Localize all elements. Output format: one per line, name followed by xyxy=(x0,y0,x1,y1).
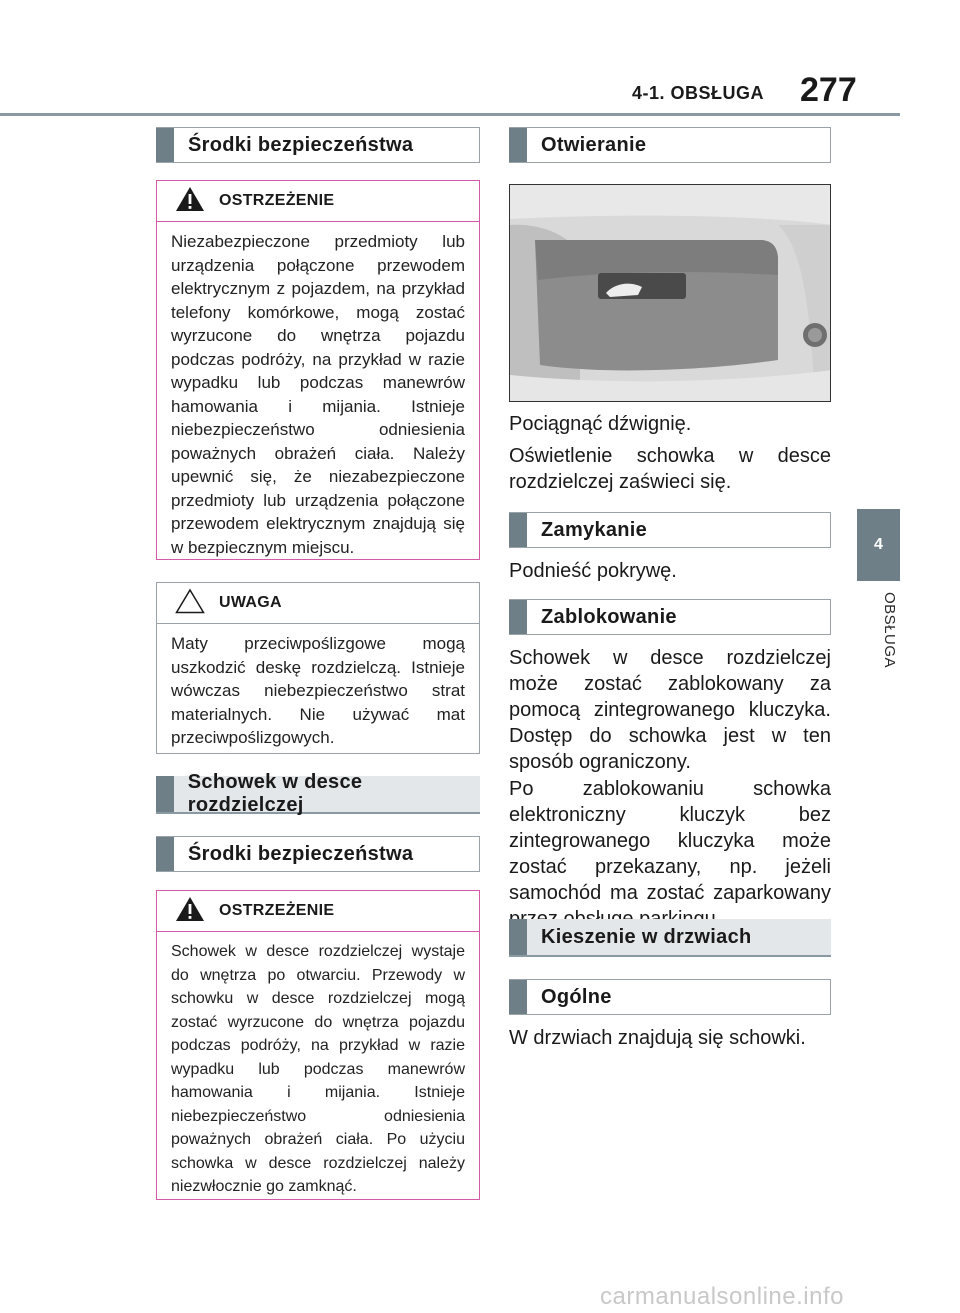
notice-title: UWAGA xyxy=(219,594,282,611)
heading-bar xyxy=(509,128,527,162)
heading-text: Ogólne xyxy=(541,985,612,1008)
watermark: carmanualsonline.info xyxy=(600,1283,844,1310)
heading-glovebox xyxy=(156,771,480,816)
heading-text: Otwieranie xyxy=(541,133,647,156)
heading-text: Kieszenie w drzwiach xyxy=(541,925,752,948)
heading-bar xyxy=(156,128,174,162)
notice-text: Maty przeciwpoślizgowe mogą uszkodzić deskę rozdzielczą. Istnieje wówczas niebezpieczeństwo strat materialnych. Nie używać mat przeciwpoślizgowych. xyxy=(171,634,465,747)
warning-text: Niezabezpieczone przedmioty lub urządzenia połączone przewodem elektrycznym z pojazdem, na przykład telefony komórkowe, mogą zostać wyrzucone do wnętrza pojazdu podczas podróży, na przykład w razie wypadku lub podczas manewrów hamowania i mijania. Istnieje niebezpieczeństwo odniesienia poważnych obrażeń ciała. Należy upewnić się, że niezabezpieczone przedmioty lub urządzenia połączone przewodem elektrycznym znajdują się w bezpiecznym miejscu. xyxy=(171,232,465,557)
heading-locking xyxy=(509,599,831,635)
warning-title: OSTRZEŻENIE xyxy=(219,192,335,209)
page-number: 277 xyxy=(800,71,857,109)
warning-header xyxy=(157,891,479,932)
heading-text: Zablokowanie xyxy=(541,605,677,628)
paragraph-lock-1: Schowek w desce rozdzielczej może zostać zablokowany za pomocą zintegrowanego kluczyka. Dostęp do schowka jest w ten sposób ograniczony. xyxy=(509,647,831,773)
section-title: 4-1. OBSŁUGA xyxy=(632,83,765,103)
heading-bar xyxy=(509,600,527,634)
warning-icon xyxy=(175,896,205,927)
chapter-tab-label: OBSŁUGA xyxy=(881,592,898,669)
heading-bar xyxy=(156,776,174,812)
warning-box-1 xyxy=(156,180,480,560)
heading-bar xyxy=(156,837,174,871)
heading-safety-2 xyxy=(156,836,480,872)
paragraph-open-2: Oświetlenie schowka w desce rozdzielczej zaświeci się. xyxy=(509,445,831,493)
heading-bar xyxy=(509,980,527,1014)
heading-general xyxy=(509,979,831,1015)
warning-text: Schowek w desce rozdzielczej wystaje do wnętrza po otwarciu. Przewody w schowku w desce rozdzielczej mogą zostać wyrzucone do wnętrza pojazdu podczas podróży, na przykład w razie wypadku lub podczas manewrów hamowania i mijania. Istnieje niebezpieczeństwo odniesienia poważnych obrażeń ciała. Po użyciu schowka w desce rozdzielczej należy niezwłocznie go zamknąć. xyxy=(171,943,465,1195)
heading-text: Środki bezpieczeństwa xyxy=(188,133,414,156)
heading-opening xyxy=(509,127,831,163)
paragraph-general: W drzwiach znajdują się schowki. xyxy=(509,1027,806,1049)
paragraph-close: Podnieść pokrywę. xyxy=(509,560,677,582)
notice-box xyxy=(156,582,480,754)
heading-safety-1 xyxy=(156,127,480,163)
heading-text: Zamykanie xyxy=(541,518,648,541)
heading-bar xyxy=(509,919,527,955)
heading-text: Środki bezpieczeństwa xyxy=(188,842,414,865)
warning-header xyxy=(157,181,479,222)
paragraph-lock-2: Po zablokowaniu schowka elektroniczny kluczyk bez zintegrowanego kluczyka może zostać przekazany, np. jeżeli samochód ma zostać zaparkowany xyxy=(509,778,831,904)
warning-box-2 xyxy=(156,890,480,1200)
caution-icon xyxy=(175,588,205,619)
heading-text: Schowek w desce rozdzielczej xyxy=(187,771,363,816)
heading-bar xyxy=(509,513,527,547)
heading-door-pockets xyxy=(509,919,831,957)
glovebox-photo xyxy=(509,184,831,402)
notice-header xyxy=(157,583,479,624)
chapter-tab: 4 xyxy=(857,509,900,581)
warning-title: OSTRZEŻENIE xyxy=(219,902,335,919)
header-rule xyxy=(0,113,900,116)
paragraph-open-1: Pociągnąć dźwignię. xyxy=(509,413,692,435)
heading-closing xyxy=(509,512,831,548)
warning-icon xyxy=(175,186,205,217)
